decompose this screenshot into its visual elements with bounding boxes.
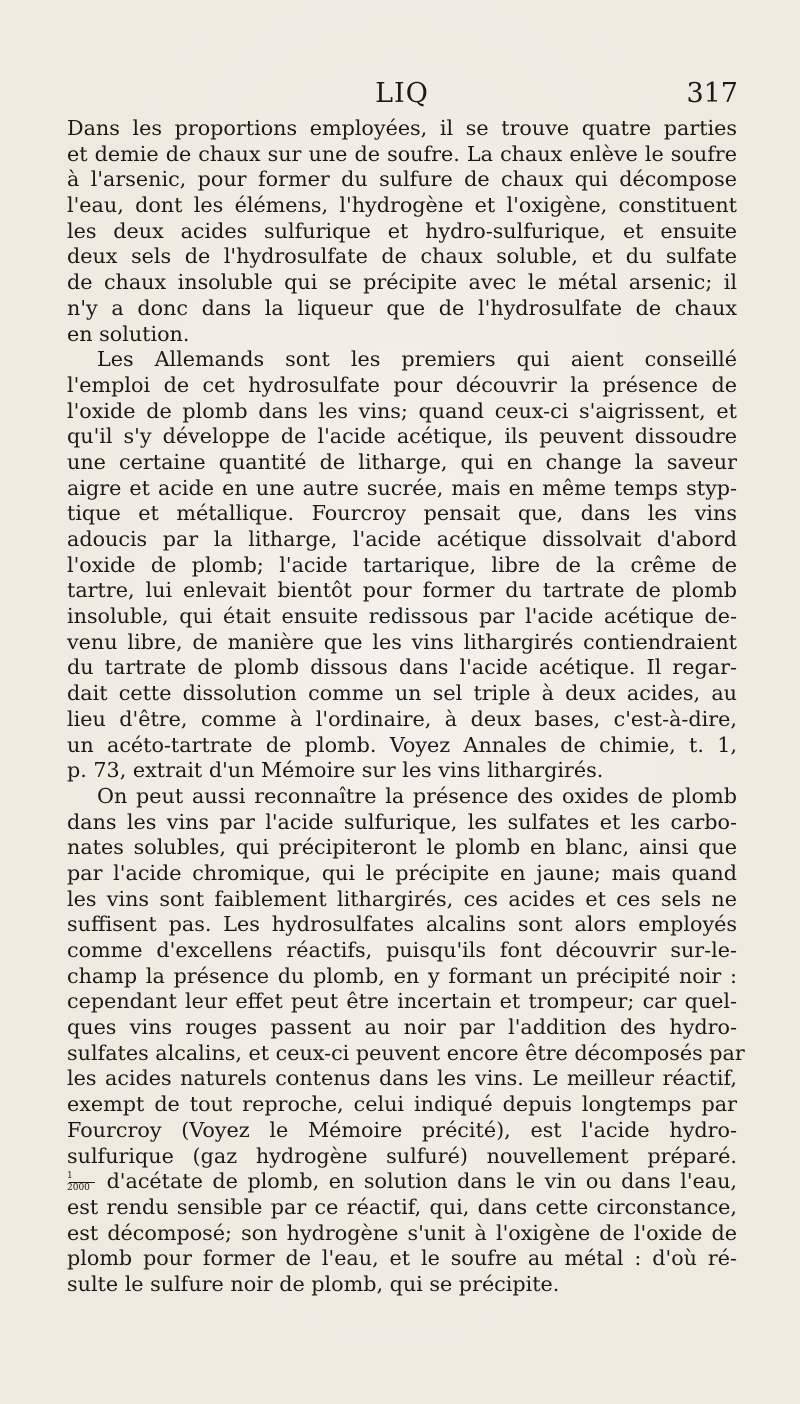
text-line: du tartrate de plomb dissous dans l'acide acétique. Il regar-: [67, 655, 737, 680]
text-line: de chaux insoluble qui se précipite avec le métal arsenic; il: [67, 270, 737, 295]
text-line: On peut aussi reconnaître la présence des oxides de plomb: [97, 783, 737, 808]
text-line: comme d'excellens réactifs, puisqu'ils font découvrir sur-le-: [67, 938, 737, 962]
text-line: l'oxide de plomb dans les vins; quand ceux-ci s'aigrissent, et: [67, 398, 737, 423]
text-line: lieu d'être, comme à l'ordinaire, à deux bases, c'est-à-dire,: [67, 706, 737, 731]
text-line: qu'il s'y développe de l'acide acétique, ils peuvent dissoudre: [67, 424, 737, 449]
text-line: les acides naturels contenus dans les vins. Le meilleur réactif,: [67, 1066, 737, 1091]
text-line: tique et métallique. Fourcroy pensait que, dans les vins: [67, 501, 737, 526]
text-line: l'eau, dont les élémens, l'hydrogène et l'oxigène, constituent: [67, 193, 737, 218]
text-line: les deux acides sulfurique et hydro-sulfurique, et ensuite: [67, 218, 737, 243]
body-text: [67, 116, 745, 1298]
text-line: exempt de tout reproche, celui indiqué depuis longtemps par: [67, 1092, 737, 1117]
text-line: dait cette dissolution comme un sel triple à deux acides, au: [67, 681, 737, 706]
text-line: Dans les proportions employées, il se trouve quatre parties: [67, 116, 737, 140]
text-line: sulfates alcalins, et ceux-ci peuvent encore être décomposés par: [67, 1040, 745, 1065]
text-line: adoucis par la litharge, l'acide acétique dissolvait d'abord: [67, 527, 737, 551]
text-line: à l'arsenic, pour former du sulfure de chaux qui décompose: [67, 167, 737, 192]
text-line: p. 73, extrait d'un Mémoire sur les vins lithargirés.: [67, 758, 604, 783]
text-line: une certaine quantité de litharge, qui en change la saveur: [67, 449, 737, 474]
text-line: sulte le sulfure noir de plomb, qui se précipite.: [67, 1271, 560, 1296]
text-line: venu libre, de manière que les vins lithargirés contiendraient: [67, 629, 737, 654]
fraction-numerator: 1: [67, 1171, 73, 1182]
text-line: par l'acide chromique, qui le précipite en jaune; mais quand: [67, 860, 737, 885]
text-line: nates solubles, qui précipiteront le plomb en blanc, ainsi que: [67, 835, 737, 860]
text-line: sulfurique (gaz hydrogène sulfuré) nouvellement préparé.: [67, 1143, 737, 1168]
text-line: un acéto-tartrate de plomb. Voyez Annales de chimie, t. 1,: [67, 732, 737, 757]
text-line: suffisent pas. Les hydrosulfates alcalins sont alors employés: [67, 912, 737, 937]
text-line: Fourcroy (Voyez le Mémoire précité), est l'acide hydro-: [67, 1117, 737, 1142]
running-head: [66, 78, 738, 112]
text-line: est décomposé; son hydrogène s'unit à l'oxigène de l'oxide de: [67, 1220, 737, 1245]
fraction-denominator: 2000: [67, 1183, 90, 1194]
text-line: insoluble, qui était ensuite redissous par l'acide acétique de-: [67, 604, 737, 629]
page-number: 317: [686, 78, 738, 109]
text-line: et demie de chaux sur une de soufre. La chaux enlève le soufre: [67, 141, 737, 166]
text-line: plomb pour former de l'eau, et le soufre au métal : d'où ré-: [67, 1246, 737, 1271]
fraction: [67, 1172, 97, 1193]
text-line: deux sels de l'hydrosulfate de chaux soluble, et du sulfate: [67, 244, 737, 269]
text-line: est rendu sensible par ce réactif, qui, dans cette circonstance,: [67, 1194, 737, 1219]
text-line: cependant leur effet peut être incertain et trompeur; car quel-: [67, 989, 737, 1014]
running-title: LIQ: [375, 78, 429, 109]
text-line: tartre, lui enlevait bientôt pour former du tartrate de plomb: [67, 578, 737, 603]
text-line: les vins sont faiblement lithargirés, ces acides et ces sels ne: [67, 886, 737, 911]
text-line: l'emploi de cet hydrosulfate pour découvrir la présence de: [67, 372, 737, 397]
text-line: champ la présence du plomb, en y formant un précipité noir :: [67, 963, 737, 988]
text-line: l'oxide de plomb; l'acide tartarique, libre de la crême de: [67, 552, 737, 577]
text-line: n'y a donc dans la liqueur que de l'hydrosulfate de chaux: [67, 295, 737, 320]
text-line: dans les vins par l'acide sulfurique, les sulfates et les carbo-: [67, 809, 737, 834]
text-line-with-fraction: [67, 1169, 737, 1195]
text-line: en solution.: [67, 321, 190, 346]
text-line: Les Allemands sont les premiers qui aient conseillé: [97, 347, 737, 372]
text-line: aigre et acide en une autre sucrée, mais en même temps styp-: [67, 475, 737, 500]
text-line: ques vins rouges passent au noir par l'addition des hydro-: [67, 1015, 737, 1040]
text-line-rest: d'acétate de plomb, en solution dans le vin ou dans l'eau,: [106, 1169, 738, 1194]
